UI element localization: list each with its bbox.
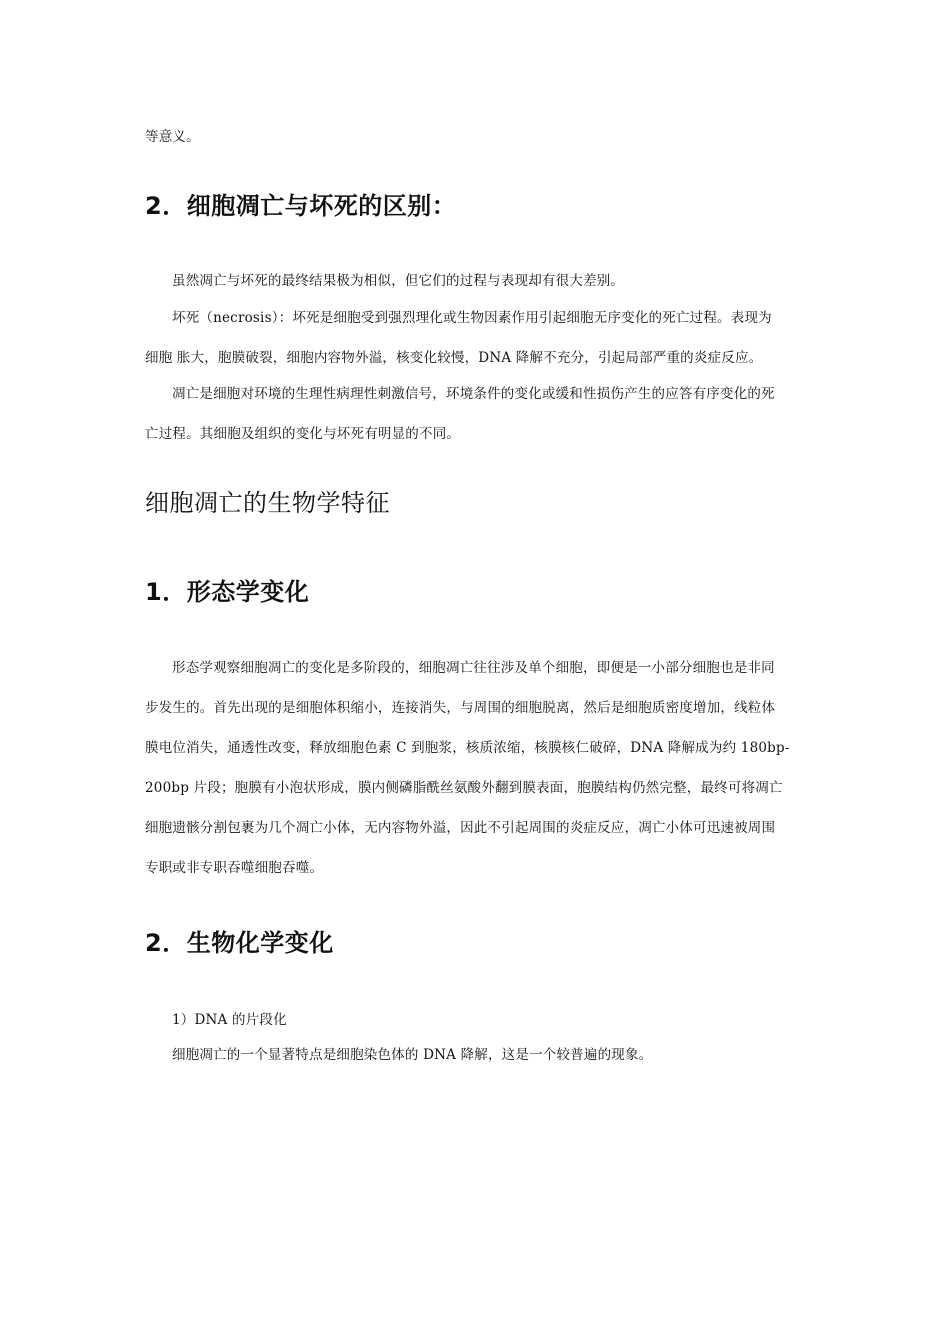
morphology-line: 形态学观察细胞凋亡的变化是多阶段的，细胞凋亡往往涉及单个细胞，即便是一小部分细胞也是非同 [172,660,775,676]
morphology-line: 专职或非专职吞噬细胞吞噬。 [145,860,324,876]
heading-biochemical-changes: 2．生物化学变化 [145,929,334,957]
morphology-line: 膜电位消失，通透性改变，释放细胞色素 C 到胞浆，核质浓缩，核膜核仁破碎，DNA 降解成为约 180bp- [145,740,790,756]
necrosis-paragraph [145,308,807,388]
necrosis-line: 细胞 胀大，胞膜破裂，细胞内容物外溢，核变化较慢，DNA 降解不充分，引起局部严重的炎症反应。 [145,350,763,366]
heading-morphological-changes: 1．形态学变化 [145,578,310,606]
morphology-line: 200bp 片段；胞膜有小泡状形成，膜内侧磷脂酰丝氨酸外翻到膜表面，胞膜结构仍然完整，最终可将凋亡 [145,780,783,796]
dna-degradation-text: 细胞凋亡的一个显著特点是细胞染色体的 DNA 降解，这是一个较普遍的现象。 [172,1047,653,1063]
necrosis-line: 坏死（necrosis）：坏死是细胞受到强烈理化或生物因素作用引起细胞无序变化的死亡过程。表现为 [172,310,772,326]
subheading-dna-fragmentation: 1）DNA 的片段化 [172,1012,287,1028]
morphology-line: 细胞遗骸分割包裹为几个凋亡小体，无内容物外溢，因此不引起周围的炎症反应，凋亡小体可迅速被周围 [145,820,776,836]
top-fragment-text: 等意义。 [145,129,200,145]
apoptosis-paragraph [145,384,807,464]
apoptosis-line: 亡过程。其细胞及组织的变化与坏死有明显的不同。 [145,426,461,442]
morphology-line: 步发生的。首先出现的是细胞体积缩小，连接消失，与周围的细胞脱离，然后是细胞质密度增加，线粒体 [145,700,776,716]
heading-biological-features: 细胞凋亡的生物学特征 [145,489,390,517]
apoptosis-line: 凋亡是细胞对环境的生理性病理性刺激信号，环境条件的变化或缓和性损伤产生的应答有序变化的死 [172,386,775,402]
heading-apoptosis-vs-necrosis: 2．细胞凋亡与坏死的区别： [145,192,457,220]
morphology-paragraph [145,658,807,898]
intro-paragraph: 虽然凋亡与坏死的最终结果极为相似，但它们的过程与表现却有很大差别。 [172,273,625,289]
